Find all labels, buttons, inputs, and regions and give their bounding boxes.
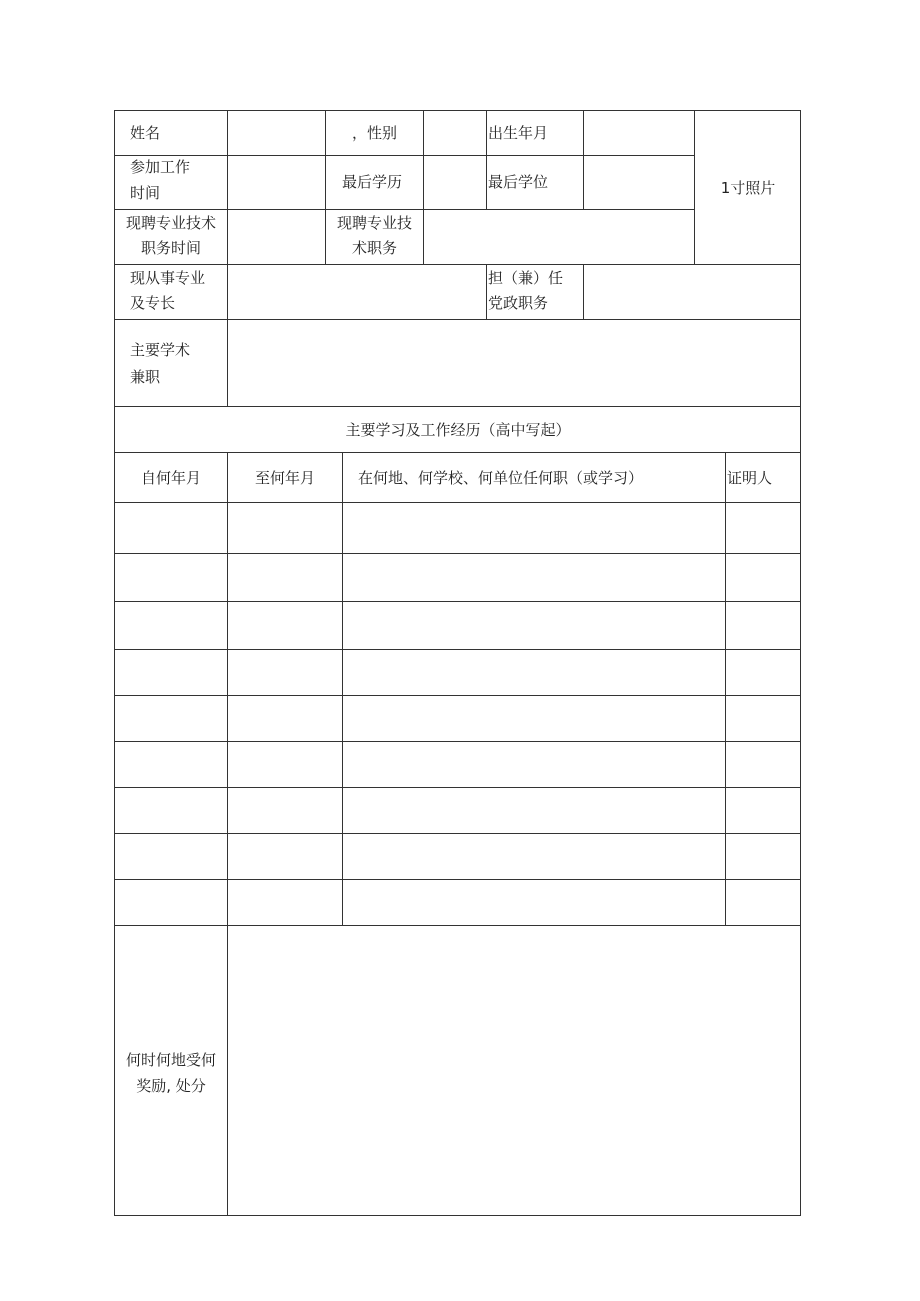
birth-label: 出生年月	[488, 124, 549, 142]
table-row[interactable]	[115, 696, 800, 741]
work-start-label-line1: 参加工作	[130, 158, 191, 176]
name-field[interactable]	[229, 112, 324, 154]
table-row[interactable]	[115, 788, 800, 833]
name-label: 姓名	[130, 124, 161, 142]
academic-label-line2: 兼职	[130, 368, 161, 386]
party-post-field[interactable]	[585, 266, 799, 318]
specialty-label-line2: 及专长	[130, 294, 176, 312]
title-label-line1: 现聘专业技	[336, 214, 412, 232]
table-row[interactable]	[115, 742, 800, 787]
last-degree-field[interactable]	[585, 157, 693, 208]
specialty-field[interactable]	[229, 266, 485, 318]
title-time-label-line1: 现聘专业技术	[125, 214, 216, 232]
academic-label-line1: 主要学术	[130, 341, 191, 359]
title-time-label-line2: 职务时间	[140, 239, 201, 257]
table-row[interactable]	[115, 834, 800, 879]
table-row[interactable]	[115, 880, 800, 925]
title-label-line2: 术职务	[351, 239, 397, 257]
col-to-header: 至何年月	[254, 469, 315, 487]
last-edu-field[interactable]	[425, 157, 485, 208]
last-degree-label: 最后学位	[488, 173, 549, 191]
last-edu-label: 最后学历	[342, 173, 403, 191]
gender-field[interactable]	[425, 112, 485, 154]
academic-field[interactable]	[229, 321, 799, 405]
col-witness-header: 证明人	[727, 469, 773, 487]
awards-label-line1: 何时何地受何	[125, 1051, 216, 1069]
table-row[interactable]	[115, 602, 800, 649]
table-row[interactable]	[115, 650, 800, 695]
party-post-label-line2: 党政职务	[488, 294, 549, 312]
title-field[interactable]	[425, 211, 693, 263]
col-from-header: 自何年月	[140, 469, 201, 487]
work-start-label-line2: 时间	[130, 184, 161, 202]
birth-field[interactable]	[585, 112, 693, 154]
work-start-field[interactable]	[229, 157, 324, 208]
specialty-label-line1: 现从事专业	[130, 269, 206, 287]
awards-label-line2: 奖励, 处分	[136, 1077, 206, 1095]
gender-label: ，性别	[352, 124, 398, 142]
awards-field[interactable]	[229, 927, 799, 1214]
photo-placeholder[interactable]: 1寸照片	[720, 179, 776, 197]
party-post-label-line1: 担（兼）任	[488, 269, 564, 287]
history-section-title: 主要学习及工作经历（高中写起）	[345, 421, 571, 439]
col-where-header: 在何地、何学校、何单位任何职（或学习）	[358, 469, 644, 487]
table-row[interactable]	[115, 503, 800, 553]
title-time-field[interactable]	[229, 211, 324, 263]
table-row[interactable]	[115, 554, 800, 601]
